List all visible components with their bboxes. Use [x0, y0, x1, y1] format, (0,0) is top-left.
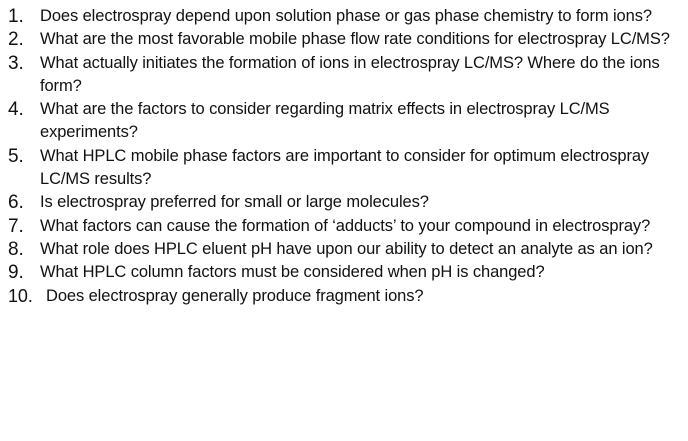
question-number: 1. [8, 6, 24, 27]
question-item-5 [0, 145, 688, 192]
question-text: What HPLC column factors must be considered when pH is changed? [40, 263, 545, 282]
question-item-7 [0, 215, 688, 238]
question-number: 10. [8, 285, 33, 306]
question-number: 7. [8, 215, 24, 237]
question-text: What are the factors to consider regarding matrix effects in electrospray LC/MS experiments? [40, 100, 610, 142]
question-item-4 [0, 98, 688, 145]
question-item-6 [0, 191, 688, 214]
question-item-1 [0, 5, 688, 28]
question-number: 2. [8, 29, 24, 51]
question-text: What actually initiates the formation of ions in electrospray LC/MS? Where do the ions form? [40, 53, 660, 95]
question-text: Does electrospray generally produce fragment ions? [46, 286, 424, 305]
question-text: Is electrospray preferred for small or large molecules? [40, 193, 429, 212]
question-number: 5. [8, 145, 24, 167]
question-text: What factors can cause the formation of ‘adducts’ to your compound in electrospray? [40, 216, 651, 235]
question-number: 6. [8, 192, 24, 214]
question-item-9 [0, 261, 688, 284]
question-text: What role does HPLC eluent pH have upon our ability to detect an analyte as an ion? [40, 239, 653, 258]
question-list [0, 5, 688, 308]
question-item-2 [0, 28, 688, 51]
question-number: 3. [8, 52, 24, 74]
question-text: What HPLC mobile phase factors are important to consider for optimum electrospray LC/MS results? [40, 146, 650, 189]
question-text: Does electrospray depend upon solution phase or gas phase chemistry to form ions? [40, 7, 652, 25]
question-item-8 [0, 238, 688, 261]
question-item-3 [0, 52, 688, 99]
question-number: 9. [8, 262, 24, 284]
question-number: 4. [8, 99, 24, 121]
question-item-10 [0, 285, 688, 308]
question-text: What are the most favorable mobile phase flow rate conditions for electrospray LC/MS? [40, 30, 670, 49]
question-number: 8. [8, 238, 24, 260]
